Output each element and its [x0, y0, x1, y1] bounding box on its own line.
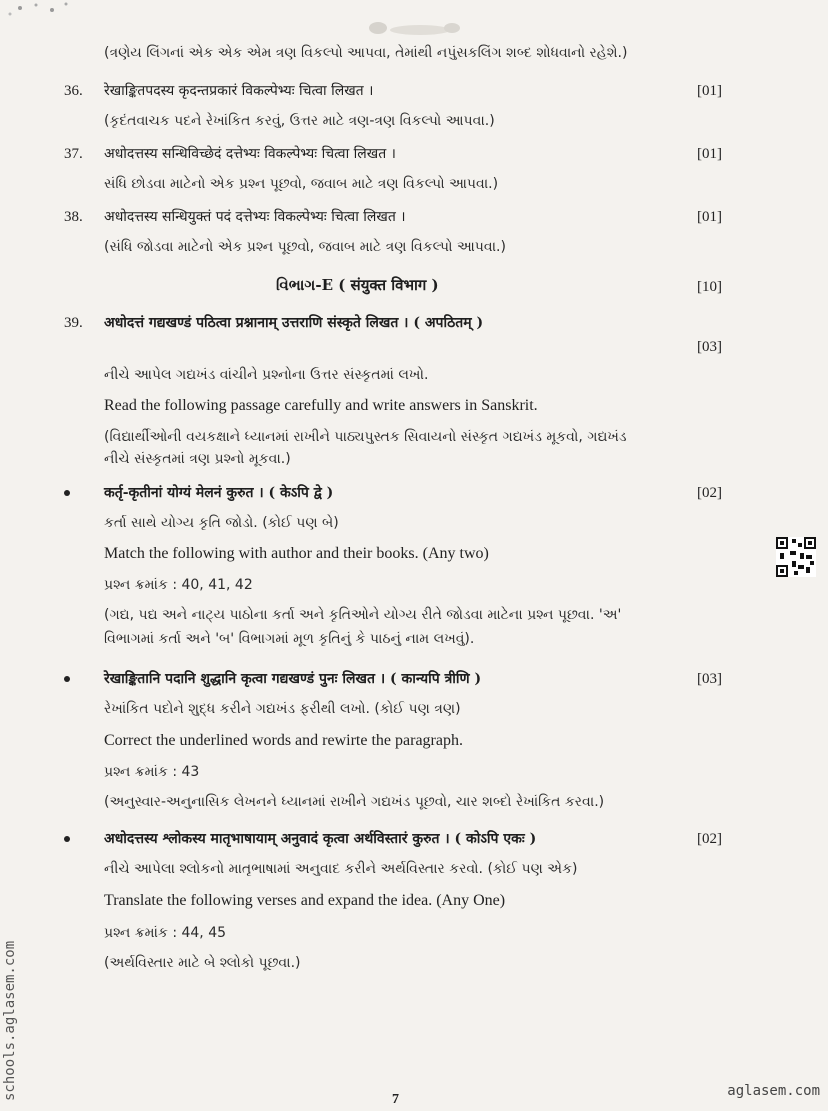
- sub-question-gujarati: નીચે આપેલા શ્લોકનો માતૃભાષામાં અનુવાદ કરીને અર્થવિસ્તાર કરવો. (કોઈ પણ એક): [104, 861, 578, 877]
- teacher-note: વિભાગમાં કર્તા અને 'બ' વિભાગમાં મૂળ કૃતિનું કે પાઠનું નામ લખવું).: [104, 631, 475, 647]
- scan-smudge-center: [360, 18, 470, 40]
- bullet-icon: [64, 490, 70, 496]
- qr-code-icon: [776, 537, 816, 577]
- question-number: 36.: [64, 83, 83, 99]
- question-marks: [01]: [697, 209, 722, 225]
- question-text-sanskrit: अधोदत्तस्य सन्धिविच्छेदं दत्तेभ्यः विकल्पेभ्यः चित्वा लिखत ।: [104, 146, 396, 162]
- watermark-vertical: schools.aglasem.com: [2, 940, 18, 1101]
- question-instruction-english: Read the following passage carefully and write answers in Sanskrit.: [104, 397, 538, 414]
- carryover-note: (ત્રણેય લિંગનાં એક એક એમ ત્રણ વિકલ્પો આપવા, તેમાંથી નપુંસકલિંગ શબ્દ શોધવાનો રહેશે.): [104, 45, 628, 61]
- question-number: 38.: [64, 209, 83, 225]
- question-marks: [01]: [697, 146, 722, 162]
- sub-question-marks: [02]: [697, 485, 722, 501]
- question-instruction-gujarati: નીચે આપેલ ગદ્યખંડ વાંચીને પ્રશ્નોના ઉત્તર સંસ્કૃતમાં લખો.: [104, 367, 429, 383]
- bullet-icon: [64, 676, 70, 682]
- question-marks: [01]: [697, 83, 722, 99]
- question-number: 37.: [64, 146, 83, 162]
- sub-question-gujarati: રેખાંકિત પદોને શુદ્ધ કરીને ગદ્યખંડ ફરીથી લખો. (કોઈ પણ ત્રણ): [104, 701, 461, 717]
- question-instruction-gujarati: (સંધિ જોડવા માટેનો એક પ્રશ્ન પૂછવો, જવાબ માટે ત્રણ વિકલ્પો આપવા.): [104, 239, 506, 255]
- bullet-icon: [64, 836, 70, 842]
- teacher-note: (ગદ્ય, પદ્ય અને નાટ્ય પાઠોના કર્તા અને કૃતિઓને યોગ્ય રીતે જોડવા માટેના પ્રશ્ન પૂછવા. 'અ': [104, 607, 622, 623]
- sub-question-gujarati: કર્તા સાથે યોગ્ય કૃતિ જોડો. (કોઈ પણ બે): [104, 515, 339, 531]
- teacher-note: (અર્થવિસ્તાર માટે બે શ્લોકો પૂછવા.): [104, 955, 301, 971]
- question-number: 39.: [64, 315, 83, 331]
- sub-question-sanskrit: अधोदत्तस्य श्लोकस्य मातृभाषायाम् अनुवादं कृत्वा अर्थविस्तारं कुरुत । ( कोऽपि एकः ): [104, 831, 537, 847]
- sub-question-sanskrit: रेखाङ्कितानि पदानि शुद्धानि कृत्वा गद्यखण्डं पुनः लिखत । ( कान्यपि त्रीणि ): [104, 671, 482, 687]
- question-text-sanskrit: अधोदत्तं गद्यखण्डं पठित्वा प्रश्नानाम् उत्तराणि संस्कृते लिखत । ( अपठितम् ): [104, 315, 484, 331]
- question-instruction-gujarati: સંધિ છોડવા માટેનો એક પ્રશ્ન પૂછવો, જવાબ માટે ત્રણ વિકલ્પો આપવા.): [104, 176, 499, 192]
- question-instruction-gujarati: (કૃદંતવાચક પદને રેખાંકિત કરવું, ઉત્તર માટે ત્રણ-ત્રણ વિકલ્પો આપવા.): [104, 113, 495, 129]
- sub-question-marks: [03]: [697, 671, 722, 687]
- section-marks: [10]: [697, 279, 722, 295]
- question-marks: [03]: [697, 339, 722, 355]
- question-numbers: પ્રશ્ન ક્રમાંક : 44, 45: [104, 925, 227, 941]
- question-numbers: પ્રશ્ન ક્રમાંક : 43: [104, 764, 200, 780]
- scan-smudge-left: [0, 0, 90, 24]
- sub-question-english: Match the following with author and their books. (Any two): [104, 545, 489, 562]
- question-numbers: પ્રશ્ન ક્રમાંક : 40, 41, 42: [104, 577, 253, 593]
- teacher-note: નીચે સંસ્કૃતમાં ત્રણ પ્રશ્નો મૂકવા.): [104, 451, 291, 467]
- section-title: વિભાગ-E ( संयुक्त विभाग ): [276, 276, 439, 294]
- sub-question-english: Correct the underlined words and rewirte the paragraph.: [104, 732, 463, 749]
- page-number: 7: [392, 1092, 399, 1107]
- watermark-bottom-right: aglasem.com: [727, 1083, 820, 1099]
- teacher-note: (વિદ્યાર્થીઓની વયકક્ષાને ધ્યાનમાં રાખીને પાઠ્યપુસ્તક સિવાયનો સંસ્કૃત ગદ્યખંડ મૂકવો, ગદ્યખંડ: [104, 429, 627, 445]
- question-text-sanskrit: अधोदत्तस्य सन्धियुक्तं पदं दत्तेभ्यः विकल्पेभ्यः चित्वा लिखत ।: [104, 209, 406, 225]
- sub-question-marks: [02]: [697, 831, 722, 847]
- teacher-note: (અનુસ્વાર-અનુનાસિક લેખનને ધ્યાનમાં રાખીને ગદ્યખંડ પૂછવો, ચાર શબ્દો રેખાંકિત કરવા.): [104, 794, 605, 810]
- question-text-sanskrit: रेखाङ्कितपदस्य कृदन्तप्रकारं विकल्पेभ्यः चित्वा लिखत ।: [104, 83, 374, 99]
- sub-question-sanskrit: कर्तृ-कृतीनां योग्यं मेलनं कुरुत । ( केऽपि द्वे ): [104, 485, 334, 501]
- sub-question-english: Translate the following verses and expand the idea. (Any One): [104, 892, 506, 909]
